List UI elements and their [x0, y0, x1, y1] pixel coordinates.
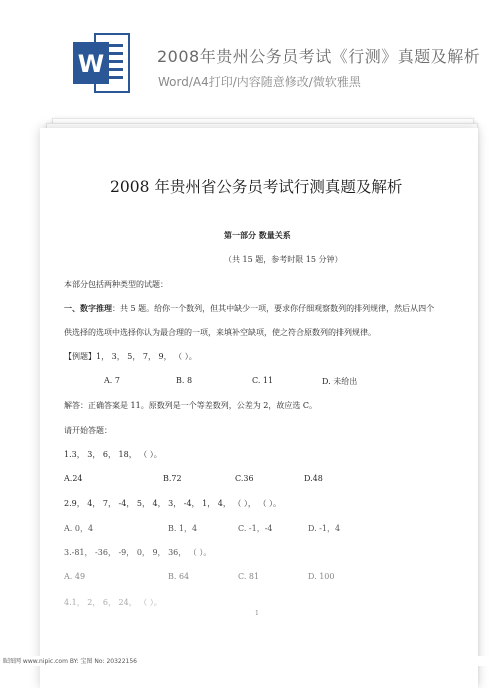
example-option-a: A. 7 [104, 376, 120, 385]
intro-text: 本部分包括两种类型的试题： [64, 280, 168, 289]
question-2: 2.9， 4， 7， -4， 5， 4， 3， -4， 1， 4， （ ）， （ ）。 [64, 499, 281, 508]
page-number: 1 [255, 610, 259, 617]
q1-option-a: A.24 [64, 474, 83, 483]
header [0, 0, 500, 108]
q2-option-d: D. -1，4 [308, 524, 341, 533]
example-question: 【例题】1， 3， 5， 7， 9， （ ）。 [64, 352, 197, 361]
document-page [40, 128, 478, 688]
page-subtitle: Word/A4打印/内容随意修改/微软雅黑 [158, 75, 361, 89]
q2-option-a: A. 0，4 [64, 524, 94, 533]
q1-option-d: D.48 [304, 474, 323, 483]
page-title: 2008年贵州公务员考试《行测》真题及解析 [157, 47, 481, 66]
question-type-line [64, 303, 434, 314]
example-answer: 解答：正确答案是 11。原数列是一个等差数列，公差为 2，故应选 C。 [64, 401, 318, 410]
q2-option-b: B. 1，4 [168, 524, 198, 533]
section-subtitle: （共 15 题，参考时限 15 分钟） [224, 255, 343, 264]
question-1: 1.3， 3， 6， 18， （ ）。 [64, 450, 162, 459]
example-option-b: B. 8 [176, 376, 193, 385]
q3-option-a: A. 49 [64, 572, 86, 581]
q2-option-c: C. -1，-4 [238, 524, 273, 533]
footer-bar [0, 656, 500, 666]
q1-option-b: B.72 [163, 474, 182, 483]
word-doc-icon [73, 30, 131, 96]
question-type-text-2: 供选择的选项中选择你认为最合理的一项，来填补空缺项，使之符合原数列的排列规律。 [64, 328, 376, 337]
q1-option-c: C.36 [235, 474, 254, 483]
example-option-c: C. 11 [252, 376, 274, 385]
footer-watermark-text: 昵图网 www.nipic.com BY: 宝图 No: 20322156 [3, 658, 137, 665]
q3-option-d: D. 100 [308, 572, 335, 581]
start-instruction: 请开始答题： [64, 426, 112, 435]
q3-option-b: B. 64 [168, 572, 190, 581]
question-4: 4.1， 2， 6， 24， （ ）。 [64, 598, 162, 607]
question-type-label: 一、数字推理 [64, 303, 112, 313]
example-option-d: D. 未给出 [322, 377, 358, 386]
word-icon-letter: W [77, 50, 105, 78]
question-type-text: ：共 5 题。给你一个数列，但其中缺少一项，要求你仔细观察数列的排列规律，然后从四个 [112, 304, 435, 313]
question-3: 3.-81， -36， -9， 0， 9， 36， （ ）。 [64, 548, 212, 557]
document-title: 2008 年贵州省公务员考试行测真题及解析 [110, 178, 403, 196]
section-title: 第一部分 数量关系 [224, 230, 291, 240]
q3-option-c: C. 81 [238, 572, 260, 581]
